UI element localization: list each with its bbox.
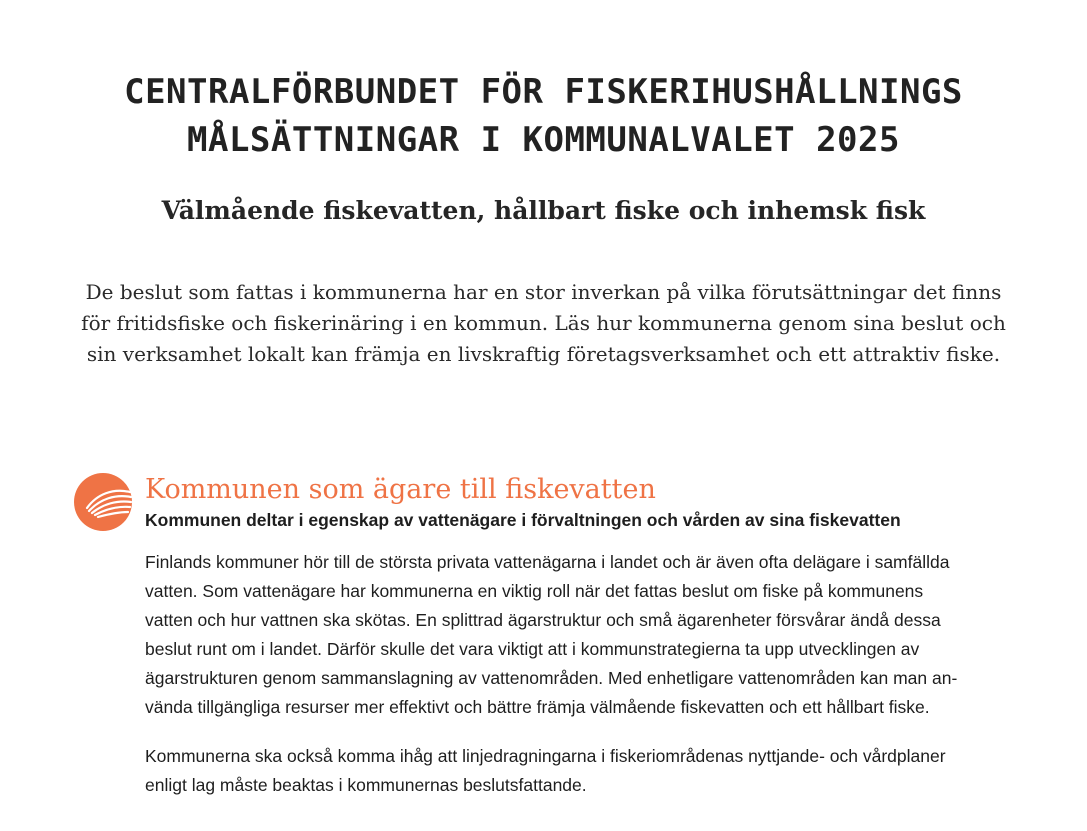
fish-fin-icon [73, 472, 133, 532]
paragraph-2-line: Kommunerna ska också komma ihåg att linjedragningarna i fiskeriområdenas nyttjande- och vårdplaner [145, 746, 946, 766]
paragraph-2-line: enligt lag måste beaktas i kommunernas beslutsfattande. [145, 775, 587, 795]
section-heading: Kommunen som ägare till fiskevatten [145, 474, 656, 505]
page-subtitle: Välmående fiskevatten, hållbart fiske och inhemsk fisk [161, 196, 926, 225]
page-title [0, 68, 1087, 164]
paragraph-1-line: ägarstrukturen genom sammanslagning av vattenområden. Med enhetligare vattenområden kan man an- [145, 668, 958, 688]
paragraph-1-line: vatten. Som vattenägare har kommunerna en viktig roll när det fattas beslut om fiske på kommunens [145, 581, 924, 601]
title-line-1: CENTRALFÖRBUNDET FÖR FISKERIHUSHÅLLNINGS [124, 72, 963, 112]
paragraph-1-line: vända tillgängliga resurser mer effektivt och bättre främja välmående fiskevatten och ett hållbart fiske. [145, 697, 930, 717]
body-paragraph-1 [145, 548, 1025, 722]
paragraph-1-line: vatten och hur vattnen ska skötas. En splittrad ägarstruktur och små ägarenheter försvårar ändå dessa [145, 610, 941, 630]
paragraph-1-line: Finlands kommuner hör till de största privata vattenägarna i landet och är även ofta delägare i samfällda [145, 552, 950, 572]
paragraph-1-line: beslut runt om i landet. Därför skulle det vara viktigt att i kommunstrategierna ta upp utvecklingen av [145, 639, 920, 659]
intro-paragraph: De beslut som fattas i kommunerna har en stor inverkan på vilka förutsättningar det finns för fritidsfiske och fiskerinäring i en kommun. Läs hur kommunerna genom sina beslut och sin verksamhet lokalt kan främja en livskraftig företagsverksamhet och ett attraktiv fiske. [81, 280, 1006, 366]
body-paragraph-2 [145, 742, 1025, 800]
title-line-2: MÅLSÄTTNINGAR I KOMMUNALVALET 2025 [187, 120, 900, 160]
section-lead: Kommunen deltar i egenskap av vattenägare i förvaltningen och vården av sina fiskevatten [145, 510, 901, 530]
